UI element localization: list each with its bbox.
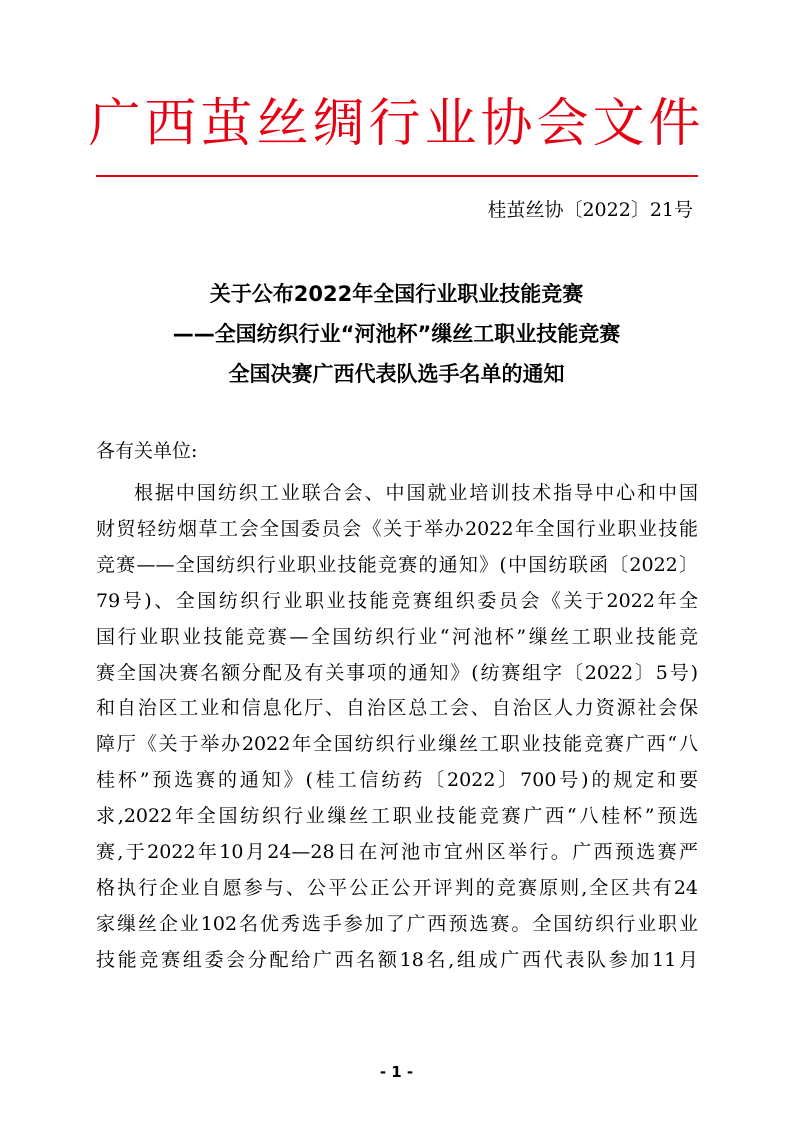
body-paragraph [96,476,698,979]
notice-title-line-1: 关于公布2022年全国行业职业技能竞赛 [209,282,584,306]
notice-title-line-2: ——全国纺织行业“河池杯”缫丝工职业技能竞赛 [172,322,621,346]
body-line: 国行业职业技能竞赛—全国纺织行业“河池杯”缫丝工职业技能竞 [96,625,698,648]
body-line: 赛全国决赛名额分配及有关事项的通知》(纺赛组字〔2022〕5号) [96,661,698,684]
body-line: 技能竞赛组委会分配给广西名额18名,组成广西代表队参加11月 [96,948,698,971]
body-line: 竞赛——全国纺织行业职业技能竞赛的通知》(中国纺联函〔2022〕 [96,553,698,576]
issuing-org-title: 广西茧丝绸行业协会文件 [88,94,705,154]
body-line: 财贸轻纺烟草工会全国委员会《关于举办2022年全国行业职业技能 [96,517,698,540]
salutation: 各有关单位: [96,440,198,462]
red-header-rule [96,175,698,177]
body-line: 桂杯”预选赛的通知》(桂工信纺药〔2022〕700号)的规定和要 [96,769,698,792]
notice-title-line-3: 全国决赛广西代表队选手名单的通知 [228,362,565,386]
body-line: 障厅《关于举办2022年全国纺织行业缫丝工职业技能竞赛广西“八 [96,733,698,756]
page-number: - 1 - [379,1063,414,1081]
body-line: 根据中国纺织工业联合会、中国就业培训技术指导中心和中国 [134,482,698,504]
body-line: 格执行企业自愿参与、公平公正公开评判的竞赛原则,全区共有24 [96,876,698,899]
body-line: 和自治区工业和信息化厅、自治区总工会、自治区人力资源社会保 [96,697,698,720]
document-number: 桂茧丝协〔2022〕21号 [487,199,693,221]
notice-title [80,274,713,394]
body-line: 求,2022年全国纺织行业缫丝工职业技能竞赛广西“八桂杯”预选 [96,805,698,828]
body-line: 家缫丝企业102名优秀选手参加了广西预选赛。全国纺织行业职业 [96,912,698,935]
body-line: 79号)、全国纺织行业职业技能竞赛组织委员会《关于2022年全 [96,589,698,612]
body-line: 赛,于2022年10月24—28日在河池市宜州区举行。广西预选赛严 [96,841,698,864]
